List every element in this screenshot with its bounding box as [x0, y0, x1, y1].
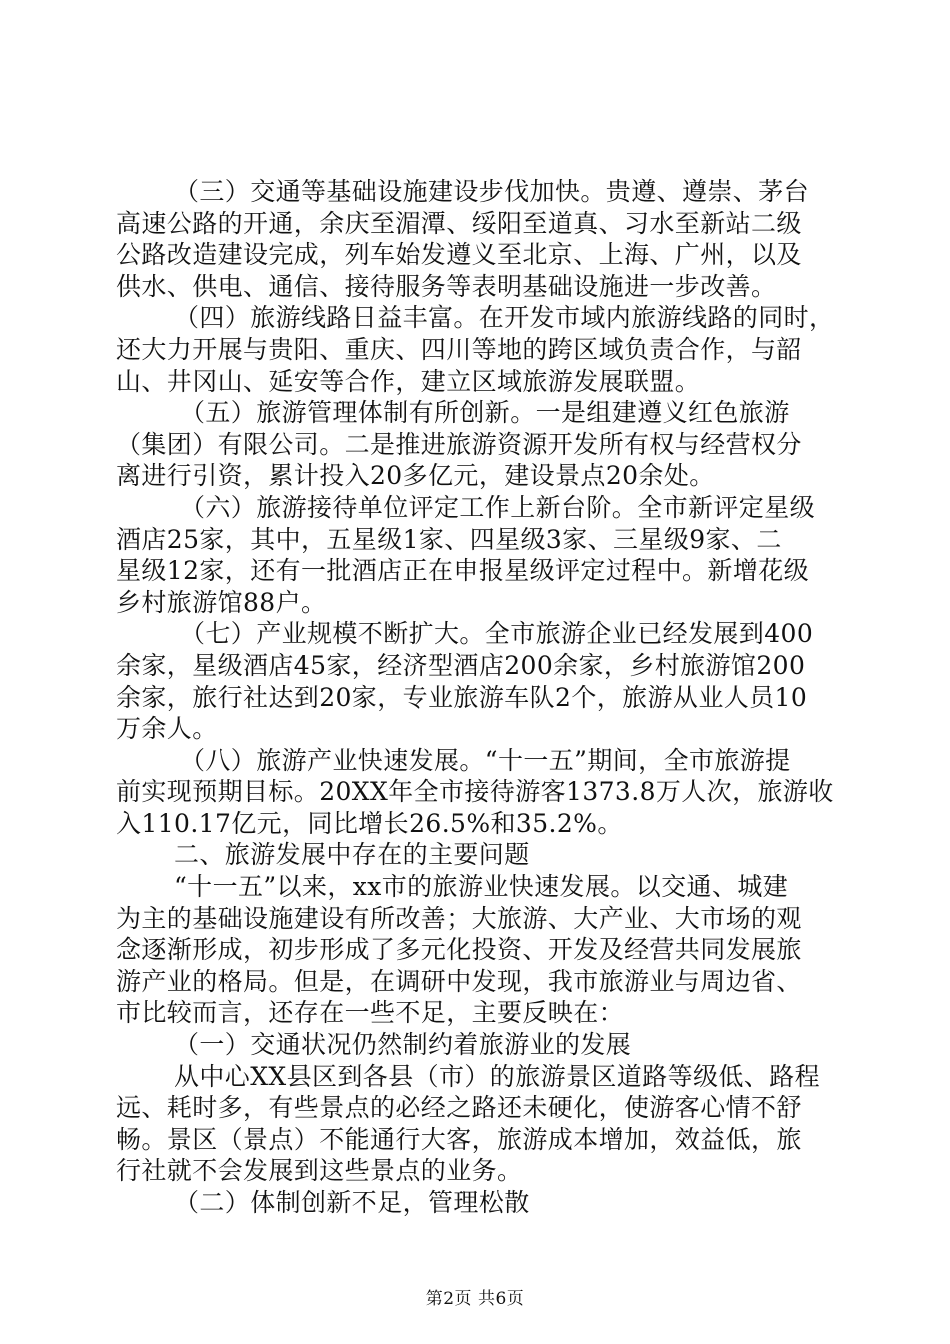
paragraph-line: 入110.17亿元，同比增长26.5%和35.2%。 — [116, 808, 623, 838]
section-heading: 二、旅游发展中存在的主要问题 — [174, 840, 530, 870]
paragraph-line: 远、耗时多，有些景点的必经之路还未硬化，使游客心情不舒 — [116, 1093, 802, 1123]
subsection-heading: （二）体制创新不足，管理松散 — [174, 1188, 530, 1217]
paragraph-line: 市比较而言，还存在一些不足，主要反映在： — [116, 998, 625, 1028]
paragraph-line: 离进行引资，累计投入20多亿元，建设景点20余处。 — [116, 461, 715, 491]
paragraph-line: （六）旅游接待单位评定工作上新台阶。全市新评定星级 — [180, 492, 816, 522]
document-body — [116, 176, 834, 1219]
paragraph-line: （八）旅游产业快速发展。“十一五”期间，全市旅游提 — [180, 745, 791, 775]
paragraph-line: 酒店25家，其中，五星级1家、四星级3家、三星级9家、二 — [116, 524, 782, 554]
paragraph-line: （七）产业规模不断扩大。全市旅游企业已经发展到400 — [180, 619, 814, 649]
page-number-footer: 第2页 共6页 — [425, 1289, 525, 1309]
paragraph-line: 公路改造建设完成，列车始发遵义至北京、上海、广州，以及 — [116, 240, 802, 270]
paragraph-line: （四）旅游线路日益丰富。在开发市域内旅游线路的同时， — [174, 303, 835, 333]
paragraph-line: 念逐渐形成，初步形成了多元化投资、开发及经营共同发展旅 — [116, 935, 802, 965]
paragraph-line: 万余人。 — [116, 714, 218, 744]
subsection-heading: （一）交通状况仍然制约着旅游业的发展 — [174, 1030, 632, 1060]
paragraph-line: 供水、供电、通信、接待服务等表明基础设施进一步改善。 — [116, 271, 777, 301]
paragraph-line: 前实现预期目标。20XX年全市接待游客1373.8万人次，旅游收 — [116, 777, 834, 807]
paragraph-line: 高速公路的开通，余庆至湄潭、绥阳至道真、习水至新站二级 — [116, 208, 802, 238]
paragraph-line: “十一五”以来，xx市的旅游业快速发展。以交通、城建 — [174, 872, 789, 902]
paragraph-line: （三）交通等基础设施建设步伐加快。贵遵、遵崇、茅台 — [174, 177, 810, 206]
paragraph-line: 星级12家，还有一批酒店正在申报星级评定过程中。新增花级 — [116, 556, 810, 586]
paragraph-line: 为主的基础设施建设有所改善；大旅游、大产业、大市场的观 — [116, 903, 802, 933]
paragraph-line: 山、井冈山、延安等合作，建立区域旅游发展联盟。 — [116, 366, 701, 396]
paragraph-line: （五）旅游管理体制有所创新。一是组建遵义红色旅游 — [180, 398, 790, 428]
paragraph-line: 游产业的格局。但是，在调研中发现，我市旅游业与周边省、 — [116, 966, 802, 996]
paragraph-line: （集团）有限公司。二是推进旅游资源开发所有权与经营权分 — [116, 429, 802, 459]
paragraph-line: 还大力开展与贵阳、重庆、四川等地的跨区域负责合作，与韶 — [116, 334, 802, 364]
paragraph-line: 余家，星级酒店45家，经济型酒店200余家，乡村旅游馆200 — [116, 650, 806, 680]
paragraph-line: 畅。景区（景点）不能通行大客，旅游成本增加，效益低，旅 — [116, 1124, 802, 1154]
paragraph-line: 行社就不会发展到这些景点的业务。 — [116, 1156, 523, 1186]
paragraph-line: 余家，旅行社达到20家，专业旅游车队2个，旅游从业人员10 — [116, 682, 808, 712]
paragraph-line: 乡村旅游馆88户。 — [116, 587, 327, 617]
paragraph-line: 从中心XX县区到各县（市）的旅游景区道路等级低、路程 — [174, 1061, 820, 1091]
